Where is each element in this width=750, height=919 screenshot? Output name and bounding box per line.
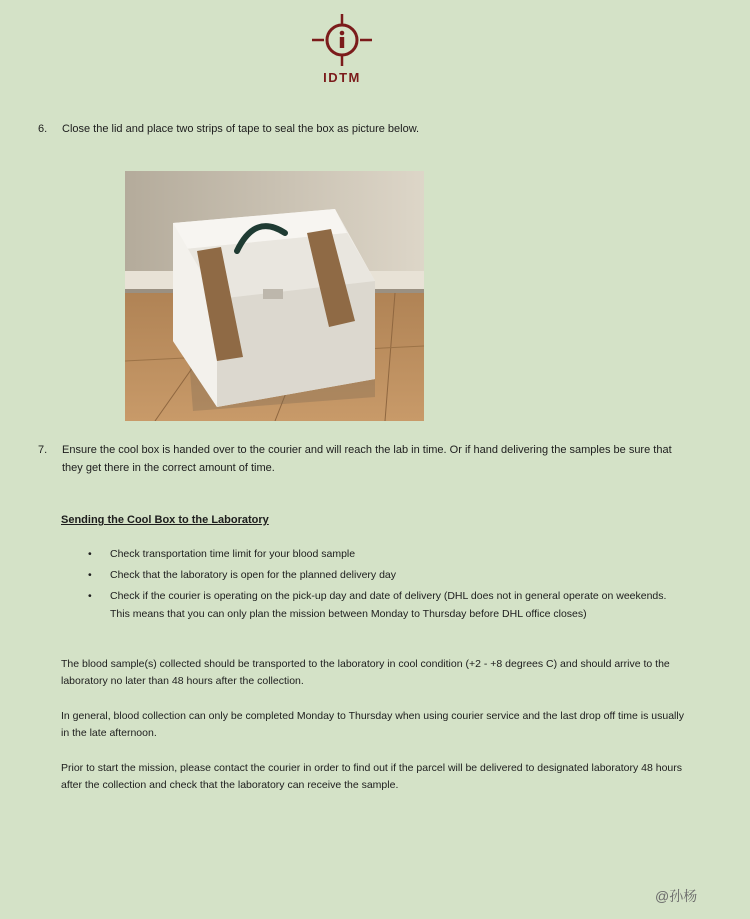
section-heading: Sending the Cool Box to the Laboratory xyxy=(61,514,269,526)
list-item-text: Check transportation time limit for your blood sample xyxy=(110,548,356,560)
list-item xyxy=(88,566,688,584)
list-item xyxy=(88,545,688,563)
list-item-text: Check that the laboratory is open for the planned delivery day xyxy=(110,569,397,581)
bullet-icon: • xyxy=(88,569,92,581)
step-text: Close the lid and place two strips of tape to seal the box as picture below. xyxy=(62,123,420,135)
step-text: Ensure the cool box is handed over to the courier and will reach the lab in time. Or if hand delivering the samples be sure that they get there in the correct amount of time. xyxy=(62,444,672,474)
checklist xyxy=(88,545,688,626)
list-item-text: Check if the courier is operating on the pick-up day and date of delivery (DHL does not in general operate on weekends. This means that you can only plan the mission between Monday to Thursday before DHL office closes) xyxy=(110,590,667,620)
paragraph-transport: The blood sample(s) collected should be transported to the laboratory in cool condition (+2 - +8 degrees C) and should arrive to the laboratory no later than 48 hours after the collection. xyxy=(61,658,670,687)
paragraph-collection-days: In general, blood collection can only be completed Monday to Thursday when using courier service and the last drop off time is usually in the late afternoon. xyxy=(61,710,684,739)
bullet-icon: • xyxy=(88,548,92,560)
sealed-box-image xyxy=(125,171,424,421)
logo-text: IDTM xyxy=(323,70,361,85)
list-item xyxy=(88,587,688,623)
step-number: 7. xyxy=(38,444,48,456)
sealed-box-photo xyxy=(125,171,424,421)
paragraph-contact-courier: Prior to start the mission, please contact the courier in order to find out if the parcel will be delivered to designated laboratory 48 hours after the collection and check that the laboratory can receive the sample. xyxy=(61,762,683,791)
step-number: 6. xyxy=(38,123,48,135)
idtm-logo xyxy=(310,12,374,88)
crosshair-info-icon xyxy=(310,12,374,70)
bullet-icon: • xyxy=(88,590,92,602)
watermark: @孙杨 xyxy=(655,888,698,904)
